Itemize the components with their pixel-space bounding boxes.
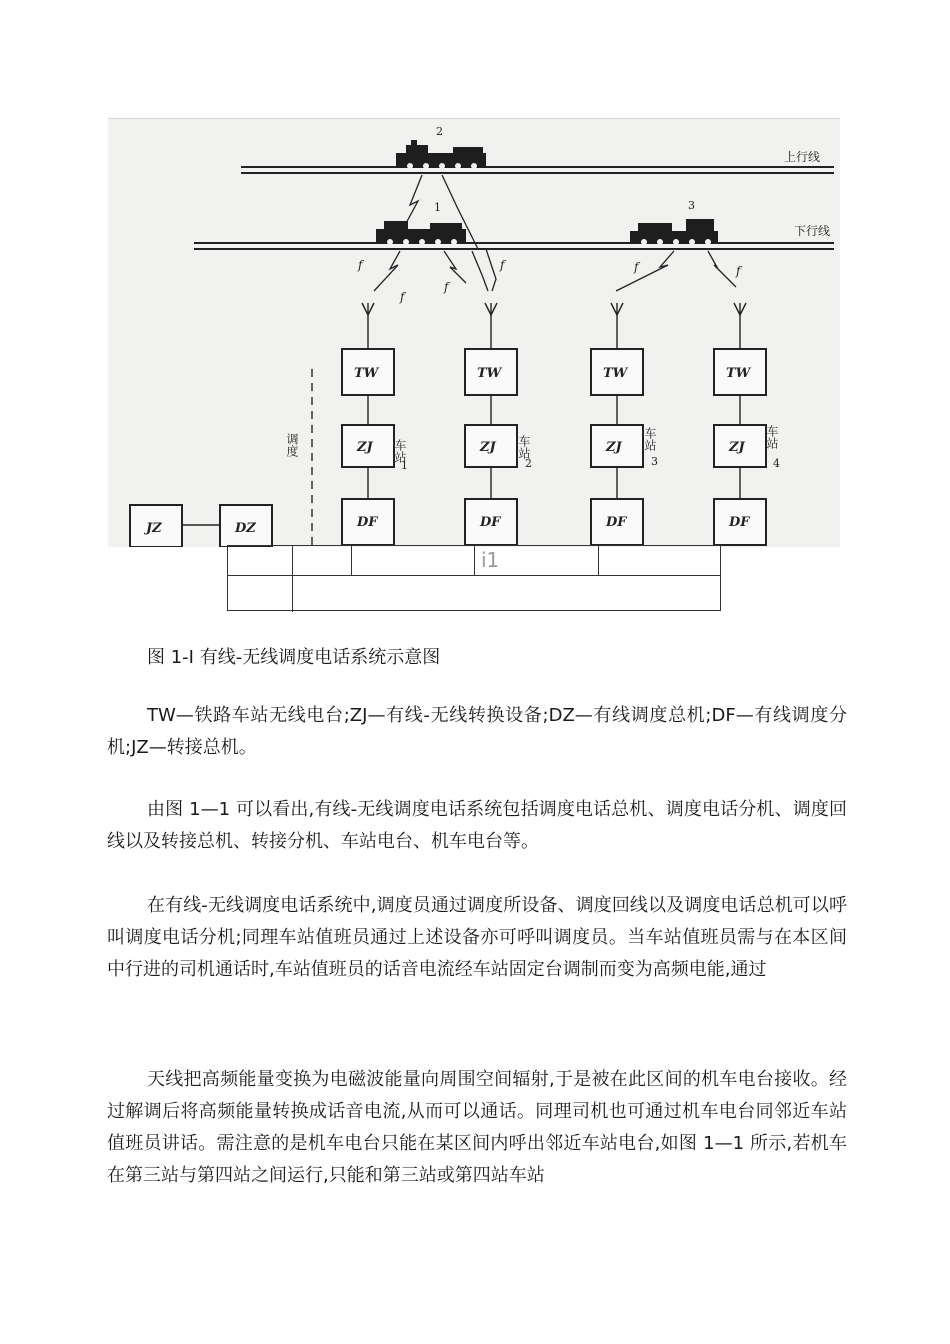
svg-text:2: 2 <box>525 457 532 470</box>
svg-text:DF: DF <box>729 515 750 530</box>
svg-text:f: f <box>400 290 405 304</box>
svg-text:DF: DF <box>357 515 378 530</box>
station-unit-1 <box>342 349 408 545</box>
svg-text:车站: 车站 <box>765 425 779 449</box>
svg-text:2: 2 <box>436 125 443 138</box>
svg-text:ZJ: ZJ <box>480 440 496 455</box>
svg-text:3: 3 <box>688 199 695 212</box>
svg-text:f: f <box>500 258 505 272</box>
system-diagram-svg <box>108 119 840 547</box>
paragraph-radio-transmission: 天线把高频能量变换为电磁波能量向周围空间辐射,于是被在此区间的机车电台接收。经过解调后将高频能量转换成话音电流,从而可以通话。同理司机也可通过机车电台同邻近车站值班员讲话。需注意的是机车电台只能在某区间内呼出邻近车站电台,如图 1—1 所示,若机车在第三站与第四站之间运行,只能和第三站或第四站车站 <box>107 1069 847 1186</box>
svg-text:TW: TW <box>603 366 628 381</box>
station-unit-4 <box>714 349 780 545</box>
svg-text:1: 1 <box>401 459 408 472</box>
antennas <box>362 303 746 349</box>
paragraph-legend: TW—铁路车站无线电台;ZJ—有线-无线转换设备;DZ—有线调度总机;DF—有线调度分机;JZ—转接总机。 <box>107 705 847 758</box>
locomotive-1 <box>376 201 466 245</box>
jz-dz-units <box>130 505 272 547</box>
svg-text:1: 1 <box>434 201 441 214</box>
svg-text:f: f <box>444 280 449 294</box>
svg-text:DF: DF <box>480 515 501 530</box>
svg-text:4: 4 <box>773 457 780 470</box>
svg-text:DF: DF <box>606 515 627 530</box>
table-divider <box>598 546 599 576</box>
svg-text:f: f <box>358 258 363 272</box>
station-unit-2 <box>465 349 532 545</box>
locomotive-3 <box>630 199 718 245</box>
svg-text:车站: 车站 <box>393 439 407 463</box>
table-stub <box>227 545 721 611</box>
dz-label: DZ <box>235 521 256 536</box>
table-divider <box>474 546 475 576</box>
down-line-label: 下行线 <box>794 224 831 238</box>
up-line-track <box>241 167 834 173</box>
up-line-label: 上行线 <box>784 150 821 164</box>
svg-text:ZJ: ZJ <box>357 440 373 455</box>
svg-text:ZJ: ZJ <box>729 440 745 455</box>
down-line-track <box>194 243 834 249</box>
frequency-labels <box>357 258 743 304</box>
table-divider <box>292 546 293 612</box>
svg-text:车站: 车站 <box>517 435 531 459</box>
svg-text:ZJ: ZJ <box>606 440 622 455</box>
svg-text:车站: 车站 <box>643 427 657 451</box>
svg-text:3: 3 <box>651 455 658 468</box>
station-unit-3 <box>591 349 658 545</box>
paragraph-components: 由图 1—1 可以看出,有线-无线调度电话系统包括调度电话总机、调度电话分机、调度回线以及转接总机、转接分机、车站电台、机车电台等。 <box>107 799 847 852</box>
dispatch-label: 调度 <box>285 433 299 457</box>
table-divider <box>351 546 352 576</box>
svg-text:TW: TW <box>354 366 379 381</box>
svg-text:TW: TW <box>726 366 751 381</box>
svg-text:f: f <box>634 260 639 274</box>
svg-text:TW: TW <box>477 366 502 381</box>
jz-label: JZ <box>146 521 162 536</box>
paragraph-dispatch-calls: 在有线-无线调度电话系统中,调度员通过调度所设备、调度回线以及调度电话总机可以呼叫调度电话分机;同理车站值班员通过上述设备亦可呼叫调度员。当车站值班员需与在本区间中行进的司机通话时,车站值班员的话音电流经车站固定台调制而变为高频电能,通过 <box>107 895 847 980</box>
figure-caption: 图 1-I 有线-无线调度电话系统示意图 <box>147 647 441 668</box>
table-cell-note: i1 <box>481 548 500 572</box>
svg-text:f: f <box>736 264 741 278</box>
system-diagram-figure <box>108 118 840 547</box>
locomotive-2 <box>396 125 486 169</box>
